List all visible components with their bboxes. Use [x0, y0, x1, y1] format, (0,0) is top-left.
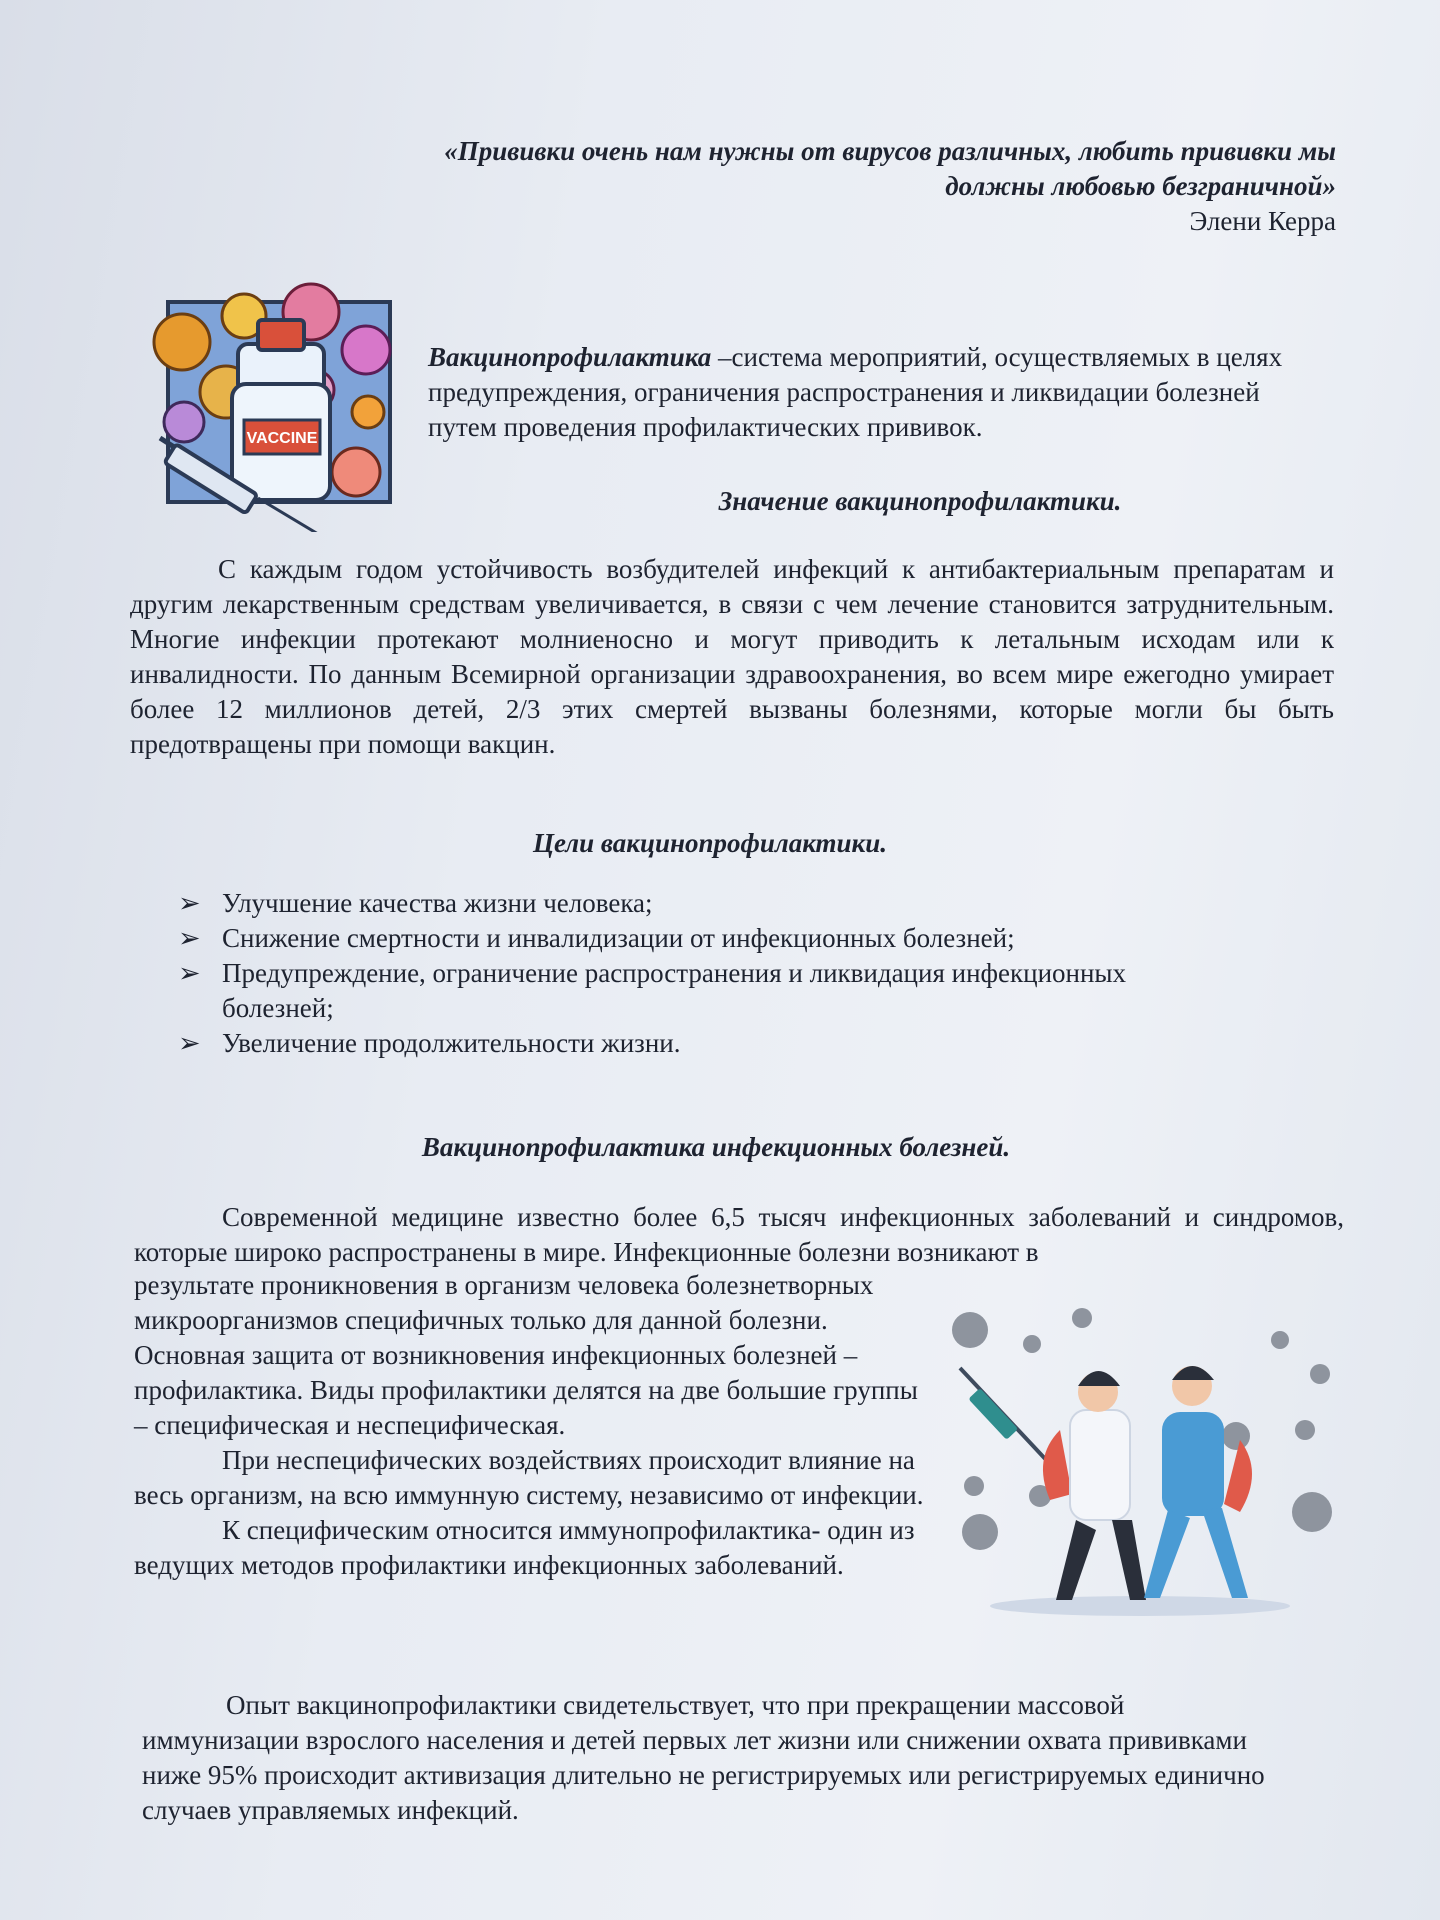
infectious-col-p1: результате проникновения в организм человека болезнетворных микроорганизмов специфичных только для данной болезни. Основная защита от возникновения инфекционных болезней – профилактика. Виды профилактики делятся на две большие группы – специфическая и неспецифическая. [134, 1270, 918, 1440]
infectious-intro [134, 1200, 1344, 1270]
infectious-column [134, 1268, 924, 1583]
arrow-bullet-icon: ➢ [178, 923, 201, 953]
goals-list [178, 886, 1278, 1061]
infectious-col-p3: К специфическим относится иммунопрофилактика- один из ведущих методов профилактики инфекционных заболеваний. [134, 1515, 915, 1580]
infectious-col-p2: При неспецифических воздействиях происходит влияние на весь организм, на всю иммунную систему, независимо от инфекции. [134, 1445, 924, 1510]
final-text: Опыт вакцинопрофилактики свидетельствует, что при прекращении массовой иммунизации взрослого населения и детей первых лет жизни или снижении охвата прививками ниже 95% происходит активизация длительно не регистрируемых или регистрируемых единично случаев управляемых инфекций. [142, 1690, 1265, 1825]
doctors-fighting-viruses-illustration [940, 1300, 1350, 1630]
definition-paragraph [428, 340, 1328, 445]
list-item: ➢ Улучшение качества жизни человека; [178, 886, 1278, 921]
definition-term: Вакцинопрофилактика [428, 342, 712, 372]
list-item: ➢ Увеличение продолжительности жизни. [178, 1026, 1278, 1061]
epigraph [236, 134, 1336, 239]
section-heading-goals: Цели вакцинопрофилактики. [532, 828, 888, 858]
final-paragraph [142, 1688, 1272, 1828]
section-heading-significance: Значение вакцинопрофилактики. [718, 486, 1122, 516]
doctor-figure-left [1043, 1371, 1146, 1600]
list-item: ➢ Снижение смертности и инвалидизации от инфекционных болезней; [178, 921, 1278, 956]
doctor-figure-right [1144, 1366, 1252, 1598]
epigraph-quote-line-1: «Прививки очень нам нужны от вирусов различных, любить прививки мы [444, 136, 1336, 166]
infectious-intro-text: Современной медицине известно более 6,5 тысяч инфекционных заболеваний и синдромов, которые широко распространены в мире. Инфекционные болезни возникают в [134, 1202, 1344, 1267]
arrow-bullet-icon: ➢ [178, 888, 201, 918]
syringe-icon [960, 1368, 1050, 1464]
epigraph-quote-line-2: должны любовью безграничной» [945, 171, 1336, 201]
arrow-bullet-icon: ➢ [178, 1028, 201, 1058]
definition-text: –система мероприятий, осуществляемых в целях предупреждения, ограничения распространения и ликвидации болезней путем проведения профилактических прививок. [428, 342, 1283, 442]
arrow-bullet-icon: ➢ [178, 958, 201, 988]
vaccine-label: VACCINE [246, 430, 318, 447]
vaccine-bottle-icon [232, 320, 330, 500]
epigraph-author: Элени Керра [1189, 206, 1336, 236]
significance-paragraph [130, 552, 1334, 762]
significance-text: С каждым годом устойчивость возбудителей инфекций к антибактериальным препаратам и другим лекарственным средствам увеличивается, в связи с чем лечение становится затруднительным. Многие инфекции протекают молниеносно и могут приводить к летальным исходам или к инвалидности. По данным Всемирной организации здравоохранения, во всем мире ежегодно умирает более 12 миллионов детей, 2/3 этих смертей вызваны болезнями, которые могли бы быть предотвращены при помощи вакцин. [130, 554, 1334, 759]
list-item: ➢ Предупреждение, ограничение распространения и ликвидация инфекционных болезней; [178, 958, 1127, 1023]
section-heading-infectious: Вакцинопрофилактика инфекционных болезней. [421, 1132, 1011, 1162]
